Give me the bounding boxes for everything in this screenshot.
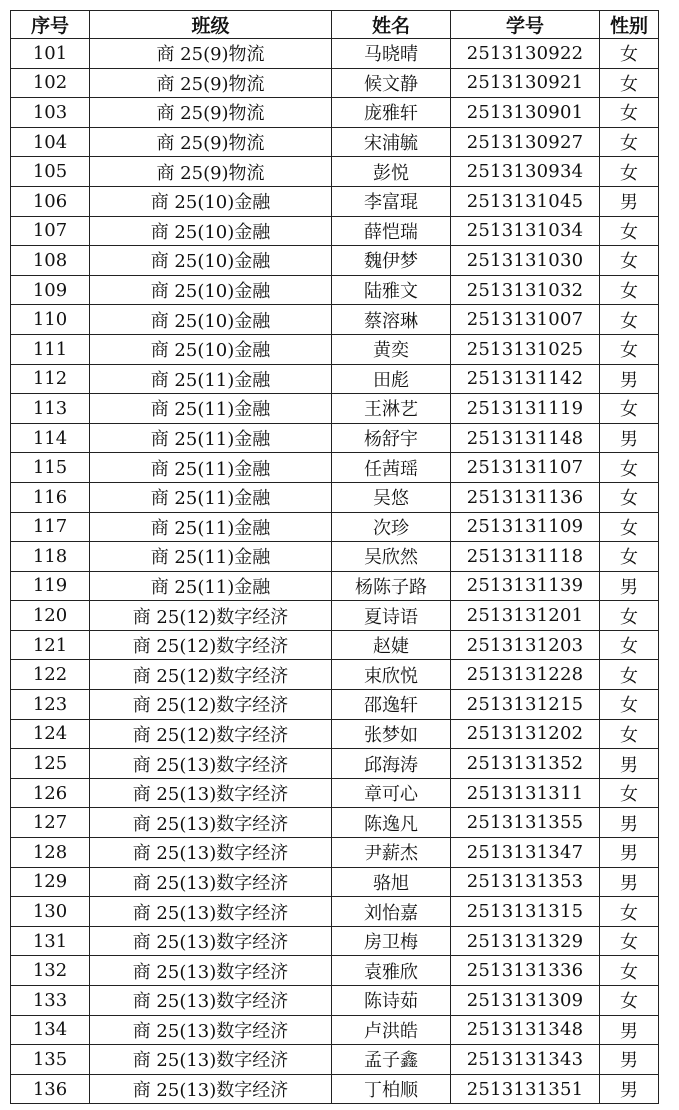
student-id-cell: 2513131032 [451, 275, 600, 305]
serial-cell: 123 [11, 690, 90, 720]
serial-cell: 125 [11, 749, 90, 779]
name-cell: 丁柏顺 [332, 1074, 451, 1104]
gender-cell: 女 [600, 719, 659, 749]
serial-cell: 121 [11, 630, 90, 660]
name-cell: 宋浦毓 [332, 127, 451, 157]
table-row [11, 364, 659, 394]
table-row [11, 482, 659, 512]
serial-cell: 129 [11, 867, 90, 897]
gender-cell: 女 [600, 98, 659, 128]
table-row [11, 39, 659, 69]
serial-cell: 132 [11, 956, 90, 986]
class-cell: 商 25(13)数字经济 [90, 749, 332, 779]
name-cell: 魏伊梦 [332, 246, 451, 276]
serial-cell: 119 [11, 571, 90, 601]
class-cell: 商 25(13)数字经济 [90, 1015, 332, 1045]
gender-cell: 女 [600, 630, 659, 660]
name-cell: 邵逸轩 [332, 690, 451, 720]
table-row [11, 749, 659, 779]
student-id-cell: 2513131107 [451, 453, 600, 483]
student-id-cell: 2513131202 [451, 719, 600, 749]
table-row [11, 1045, 659, 1075]
class-cell: 商 25(9)物流 [90, 98, 332, 128]
student-id-cell: 2513131109 [451, 512, 600, 542]
serial-cell: 105 [11, 157, 90, 187]
gender-cell: 男 [600, 571, 659, 601]
name-cell: 吴悠 [332, 482, 451, 512]
class-cell: 商 25(12)数字经济 [90, 660, 332, 690]
name-cell: 刘怡嘉 [332, 897, 451, 927]
student-id-cell: 2513130921 [451, 68, 600, 98]
class-cell: 商 25(11)金融 [90, 512, 332, 542]
name-cell: 杨舒宇 [332, 423, 451, 453]
class-cell: 商 25(10)金融 [90, 246, 332, 276]
table-row [11, 778, 659, 808]
gender-cell: 女 [600, 542, 659, 572]
table-row [11, 512, 659, 542]
table-row [11, 808, 659, 838]
table-row [11, 1074, 659, 1104]
class-cell: 商 25(11)金融 [90, 394, 332, 424]
student-id-cell: 2513131329 [451, 926, 600, 956]
serial-cell: 108 [11, 246, 90, 276]
gender-cell: 女 [600, 305, 659, 335]
gender-cell: 男 [600, 1015, 659, 1045]
table-row [11, 838, 659, 868]
serial-cell: 133 [11, 986, 90, 1016]
table-row [11, 660, 659, 690]
class-cell: 商 25(12)数字经济 [90, 719, 332, 749]
class-cell: 商 25(12)数字经济 [90, 630, 332, 660]
name-cell: 彭悦 [332, 157, 451, 187]
class-cell: 商 25(13)数字经济 [90, 897, 332, 927]
name-cell: 次珍 [332, 512, 451, 542]
serial-cell: 118 [11, 542, 90, 572]
name-cell: 薛恺瑞 [332, 216, 451, 246]
class-cell: 商 25(11)金融 [90, 571, 332, 601]
table-row [11, 394, 659, 424]
student-id-cell: 2513131309 [451, 986, 600, 1016]
gender-cell: 女 [600, 482, 659, 512]
header-row [11, 11, 659, 39]
student-id-cell: 2513131311 [451, 778, 600, 808]
table-row [11, 423, 659, 453]
serial-cell: 120 [11, 601, 90, 631]
serial-cell: 109 [11, 275, 90, 305]
serial-cell: 112 [11, 364, 90, 394]
student-id-cell: 2513131336 [451, 956, 600, 986]
student-id-cell: 2513131148 [451, 423, 600, 453]
gender-cell: 女 [600, 690, 659, 720]
table-row [11, 571, 659, 601]
header-gender: 性别 [600, 11, 659, 39]
serial-cell: 113 [11, 394, 90, 424]
table-row [11, 630, 659, 660]
student-id-cell: 2513131136 [451, 482, 600, 512]
name-cell: 李富琨 [332, 186, 451, 216]
class-cell: 商 25(12)数字经济 [90, 601, 332, 631]
gender-cell: 女 [600, 453, 659, 483]
student-id-cell: 2513131118 [451, 542, 600, 572]
gender-cell: 女 [600, 986, 659, 1016]
student-id-cell: 2513131343 [451, 1045, 600, 1075]
table-row [11, 186, 659, 216]
table-body [11, 39, 659, 1104]
student-id-cell: 2513130927 [451, 127, 600, 157]
name-cell: 袁雅欣 [332, 956, 451, 986]
gender-cell: 男 [600, 1074, 659, 1104]
student-id-cell: 2513131315 [451, 897, 600, 927]
serial-cell: 135 [11, 1045, 90, 1075]
class-cell: 商 25(10)金融 [90, 275, 332, 305]
gender-cell: 女 [600, 39, 659, 69]
class-cell: 商 25(13)数字经济 [90, 808, 332, 838]
serial-cell: 102 [11, 68, 90, 98]
class-cell: 商 25(11)金融 [90, 364, 332, 394]
header-class: 班级 [90, 11, 332, 39]
serial-cell: 117 [11, 512, 90, 542]
class-cell: 商 25(13)数字经济 [90, 956, 332, 986]
student-id-cell: 2513131228 [451, 660, 600, 690]
student-id-cell: 2513131142 [451, 364, 600, 394]
class-cell: 商 25(11)金融 [90, 482, 332, 512]
table-row [11, 127, 659, 157]
gender-cell: 女 [600, 394, 659, 424]
class-cell: 商 25(11)金融 [90, 453, 332, 483]
serial-cell: 107 [11, 216, 90, 246]
table-row [11, 956, 659, 986]
gender-cell: 男 [600, 1045, 659, 1075]
serial-cell: 131 [11, 926, 90, 956]
table-row [11, 690, 659, 720]
serial-cell: 104 [11, 127, 90, 157]
name-cell: 田彪 [332, 364, 451, 394]
gender-cell: 男 [600, 749, 659, 779]
table-row [11, 275, 659, 305]
class-cell: 商 25(13)数字经济 [90, 926, 332, 956]
name-cell: 骆旭 [332, 867, 451, 897]
serial-cell: 130 [11, 897, 90, 927]
serial-cell: 124 [11, 719, 90, 749]
gender-cell: 男 [600, 186, 659, 216]
table-row [11, 719, 659, 749]
serial-cell: 103 [11, 98, 90, 128]
student-id-cell: 2513130934 [451, 157, 600, 187]
gender-cell: 女 [600, 601, 659, 631]
class-cell: 商 25(9)物流 [90, 39, 332, 69]
gender-cell: 女 [600, 157, 659, 187]
name-cell: 陈逸凡 [332, 808, 451, 838]
student-id-cell: 2513131045 [451, 186, 600, 216]
table-row [11, 157, 659, 187]
class-cell: 商 25(10)金融 [90, 216, 332, 246]
table-row [11, 334, 659, 364]
student-id-cell: 2513131139 [451, 571, 600, 601]
student-id-cell: 2513131007 [451, 305, 600, 335]
serial-cell: 134 [11, 1015, 90, 1045]
student-id-cell: 2513131347 [451, 838, 600, 868]
class-cell: 商 25(13)数字经济 [90, 838, 332, 868]
table-row [11, 246, 659, 276]
gender-cell: 女 [600, 660, 659, 690]
serial-cell: 114 [11, 423, 90, 453]
name-cell: 夏诗语 [332, 601, 451, 631]
serial-cell: 111 [11, 334, 90, 364]
class-cell: 商 25(9)物流 [90, 157, 332, 187]
gender-cell: 女 [600, 897, 659, 927]
gender-cell: 男 [600, 808, 659, 838]
class-cell: 商 25(11)金融 [90, 423, 332, 453]
gender-cell: 男 [600, 838, 659, 868]
serial-cell: 106 [11, 186, 90, 216]
table-row [11, 897, 659, 927]
gender-cell: 男 [600, 423, 659, 453]
gender-cell: 女 [600, 216, 659, 246]
student-roster-table [10, 10, 659, 1104]
table-row [11, 601, 659, 631]
gender-cell: 女 [600, 956, 659, 986]
table-row [11, 542, 659, 572]
header-name: 姓名 [332, 11, 451, 39]
name-cell: 张梦如 [332, 719, 451, 749]
student-id-cell: 2513131215 [451, 690, 600, 720]
class-cell: 商 25(13)数字经济 [90, 778, 332, 808]
student-id-cell: 2513131030 [451, 246, 600, 276]
gender-cell: 女 [600, 512, 659, 542]
class-cell: 商 25(10)金融 [90, 186, 332, 216]
header-serial: 序号 [11, 11, 90, 39]
serial-cell: 127 [11, 808, 90, 838]
name-cell: 尹薪杰 [332, 838, 451, 868]
name-cell: 王淋艺 [332, 394, 451, 424]
name-cell: 吴欣然 [332, 542, 451, 572]
student-id-cell: 2513131352 [451, 749, 600, 779]
name-cell: 束欣悦 [332, 660, 451, 690]
class-cell: 商 25(13)数字经济 [90, 986, 332, 1016]
class-cell: 商 25(13)数字经济 [90, 1074, 332, 1104]
name-cell: 候文静 [332, 68, 451, 98]
name-cell: 赵婕 [332, 630, 451, 660]
serial-cell: 101 [11, 39, 90, 69]
class-cell: 商 25(13)数字经济 [90, 1045, 332, 1075]
gender-cell: 女 [600, 334, 659, 364]
student-id-cell: 2513131353 [451, 867, 600, 897]
name-cell: 任茜瑶 [332, 453, 451, 483]
student-id-cell: 2513131355 [451, 808, 600, 838]
table-row [11, 453, 659, 483]
class-cell: 商 25(13)数字经济 [90, 867, 332, 897]
serial-cell: 122 [11, 660, 90, 690]
student-id-cell: 2513130901 [451, 98, 600, 128]
class-cell: 商 25(10)金融 [90, 334, 332, 364]
gender-cell: 女 [600, 778, 659, 808]
gender-cell: 女 [600, 926, 659, 956]
name-cell: 章可心 [332, 778, 451, 808]
class-cell: 商 25(9)物流 [90, 68, 332, 98]
serial-cell: 110 [11, 305, 90, 335]
student-id-cell: 2513131119 [451, 394, 600, 424]
gender-cell: 男 [600, 364, 659, 394]
student-id-cell: 2513131025 [451, 334, 600, 364]
serial-cell: 126 [11, 778, 90, 808]
name-cell: 庞雅轩 [332, 98, 451, 128]
class-cell: 商 25(9)物流 [90, 127, 332, 157]
header-student-id: 学号 [451, 11, 600, 39]
student-id-cell: 2513130922 [451, 39, 600, 69]
table-row [11, 98, 659, 128]
gender-cell: 男 [600, 867, 659, 897]
name-cell: 卢洪皓 [332, 1015, 451, 1045]
table-row [11, 1015, 659, 1045]
gender-cell: 女 [600, 275, 659, 305]
name-cell: 房卫梅 [332, 926, 451, 956]
name-cell: 黄奕 [332, 334, 451, 364]
table-row [11, 68, 659, 98]
serial-cell: 115 [11, 453, 90, 483]
name-cell: 陈诗茹 [332, 986, 451, 1016]
name-cell: 马晓晴 [332, 39, 451, 69]
name-cell: 陆雅文 [332, 275, 451, 305]
class-cell: 商 25(11)金融 [90, 542, 332, 572]
table-row [11, 216, 659, 246]
gender-cell: 女 [600, 68, 659, 98]
class-cell: 商 25(12)数字经济 [90, 690, 332, 720]
table-row [11, 926, 659, 956]
name-cell: 杨陈子路 [332, 571, 451, 601]
gender-cell: 女 [600, 246, 659, 276]
student-id-cell: 2513131201 [451, 601, 600, 631]
gender-cell: 女 [600, 127, 659, 157]
table-row [11, 986, 659, 1016]
serial-cell: 116 [11, 482, 90, 512]
student-id-cell: 2513131034 [451, 216, 600, 246]
serial-cell: 128 [11, 838, 90, 868]
name-cell: 蔡溶琳 [332, 305, 451, 335]
student-id-cell: 2513131351 [451, 1074, 600, 1104]
table-row [11, 867, 659, 897]
student-id-cell: 2513131203 [451, 630, 600, 660]
name-cell: 孟子鑫 [332, 1045, 451, 1075]
class-cell: 商 25(10)金融 [90, 305, 332, 335]
name-cell: 邱海涛 [332, 749, 451, 779]
table-row [11, 305, 659, 335]
student-id-cell: 2513131348 [451, 1015, 600, 1045]
serial-cell: 136 [11, 1074, 90, 1104]
